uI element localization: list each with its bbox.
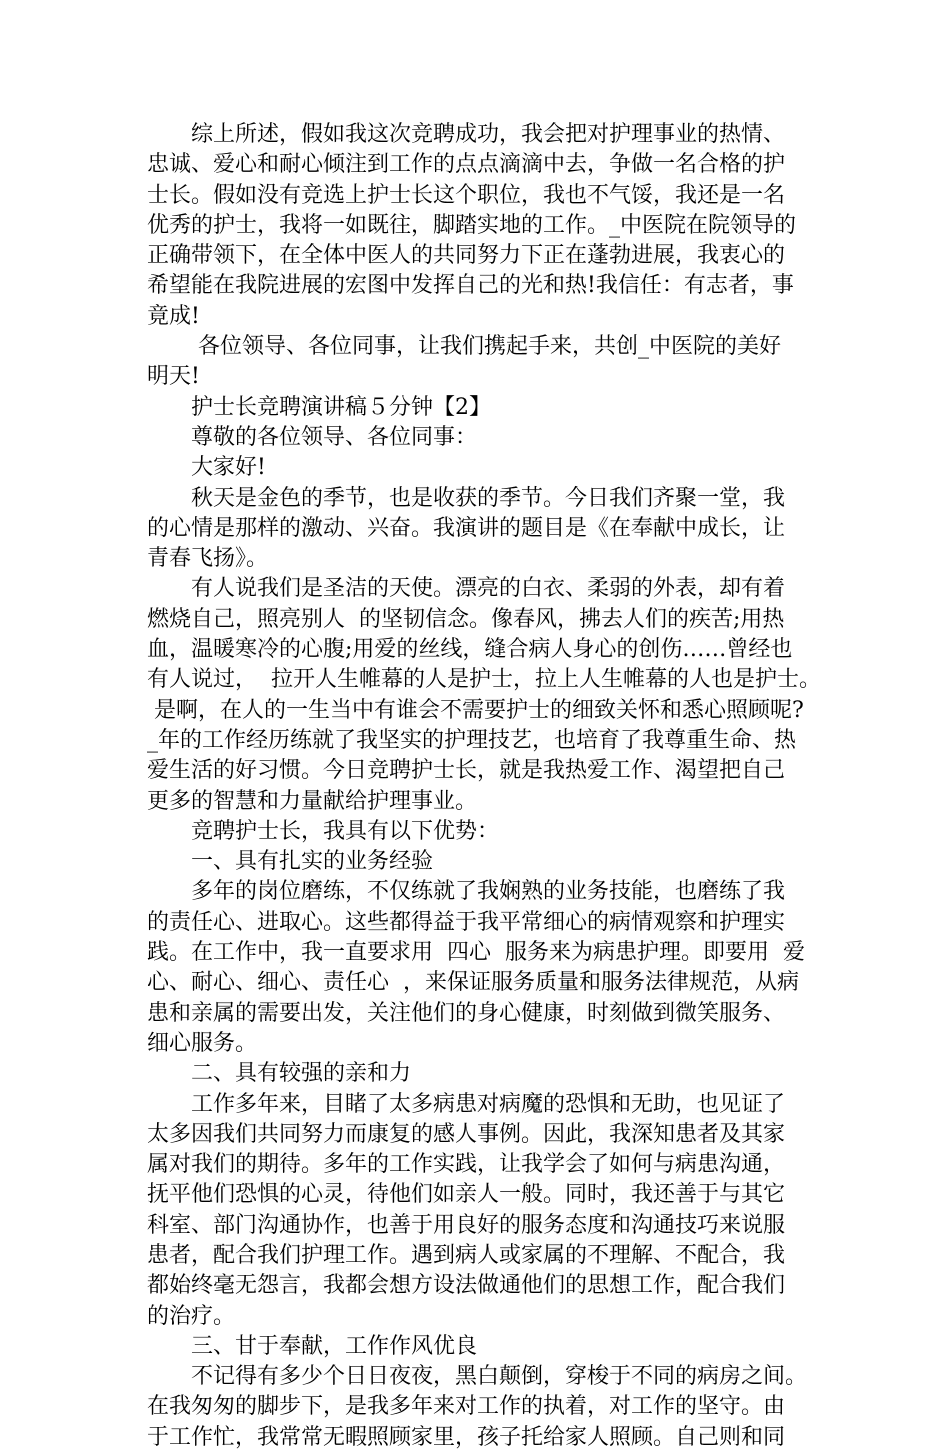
text-line: 综上所述，假如我这次竞聘成功，我会把对护理事业的热情、 (147, 122, 786, 147)
text-line: 患者，配合我们护理工作。遇到病人或家属的不理解、不配合，我 (147, 1242, 786, 1268)
text-line: 士长。假如没有竞选上护士长这个职位，我也不气馁，我还是一名 (147, 182, 786, 208)
text-line: 正确带领下，在全体中医人的共同努力下正在蓬勃进展，我衷心的 (147, 243, 786, 269)
text-line: 明天! (147, 364, 200, 390)
text-line: 尊敬的各位领导、各位同事： (147, 424, 478, 450)
text-line: 于工作忙，我常常无暇照顾家里，孩子托给家人照顾。自己则和同 (147, 1424, 786, 1450)
text-line: 心、耐心、细心、责任心 ，来保证服务质量和服务法律规范，从病 (147, 970, 799, 996)
text-line: 是啊，在人的一生当中有谁会不需要护士的细致关怀和悉心照顾呢? (147, 697, 804, 723)
text-line: 的责任心、进取心。这些都得益于我平常细心的病情观察和护理实 (147, 909, 786, 935)
text-line: _年的工作经历练就了我坚实的护理技艺，也培育了我尊重生命、热 (147, 727, 797, 753)
text-line: 的治疗。 (147, 1303, 236, 1329)
text-line: 希望能在我院进展的宏图中发挥自己的光和热!我信任：有志者，事 (147, 273, 794, 299)
text-line: 太多因我们共同努力而康复的感人事例。因此，我深知患者及其家 (147, 1121, 786, 1147)
text-line: 科室、部门沟通协作，也善于用良好的服务态度和沟通技巧来说服 (147, 1212, 786, 1238)
text-line: 属对我们的期待。多年的工作实践，让我学会了如何与病患沟通， (147, 1152, 786, 1178)
text-line: 三、甘于奉献，工作作风优良 (147, 1333, 478, 1359)
text-line: 各位领导、各位同事，让我们携起手来，共创_中医院的美好 (147, 334, 781, 360)
text-line: 优秀的护士，我将一如既往，脚踏实地的工作。_中医院在院领导的 (147, 212, 797, 238)
text-line: 竞聘护士长，我具有以下优势： (147, 818, 500, 844)
text-line: 一、具有扎实的业务经验 (147, 849, 434, 875)
text-line: 秋天是金色的季节，也是收获的季节。今日我们齐聚一堂，我 (147, 485, 786, 511)
text-line: 细心服务。 (147, 1030, 258, 1056)
text-line: 的心情是那样的激动、兴奋。我演讲的题目是《在奉献中成长，让 (147, 515, 786, 541)
text-line: 爱生活的好习惯。今日竞聘护士长，就是我热爱工作、渴望把自己 (147, 758, 786, 784)
text-line: 忠诚、爱心和耐心倾注到工作的点点滴滴中去，争做一名合格的护 (147, 152, 786, 178)
text-line: 患和亲属的需要出发，关注他们的身心健康，时刻做到微笑服务、 (147, 1000, 786, 1026)
text-line: 大家好! (147, 455, 266, 481)
text-line: 燃烧自己，照亮别人 的坚韧信念。像春风，拂去人们的疾苦;用热 (147, 606, 785, 632)
text-line: 青春飞扬》。 (147, 546, 269, 572)
text-line: 践。在工作中，我一直要求用 四心 服务来为病患护理。即要用 爱 (147, 940, 805, 966)
text-line: 二、具有较强的亲和力 (147, 1061, 412, 1087)
text-line: 在我匆匆的脚步下，是我多年来对工作的执着，对工作的坚守。由 (147, 1394, 786, 1420)
text-line: 血，温暖寒冷的心腹;用爱的丝线，缝合病人身心的创伤……曾经也 (147, 637, 793, 663)
text-line: 不记得有多少个日日夜夜，黑白颠倒，穿梭于不同的病房之间。 (147, 1364, 808, 1390)
text-line: 都始终毫无怨言，我都会想方设法做通他们的思想工作，配合我们 (147, 1273, 786, 1299)
text-line: 竟成! (147, 303, 200, 329)
text-line: 护士长竞聘演讲稿５分钟【2】 (147, 394, 491, 420)
text-line: 更多的智慧和力量献给护理事业。 (147, 788, 478, 814)
text-line: 工作多年来，目睹了太多病患对病魔的恐惧和无助，也见证了 (147, 1091, 786, 1117)
text-line: 有人说我们是圣洁的天使。漂亮的白衣、柔弱的外表，却有着 (147, 576, 786, 602)
text-line: 多年的岗位磨练，不仅练就了我娴熟的业务技能，也磨练了我 (147, 879, 786, 905)
document-body (147, 120, 827, 1453)
text-line: 抚平他们恐惧的心灵，待他们如亲人一般。同时，我还善于与其它 (147, 1182, 786, 1208)
text-line: 有人说过， 拉开人生帷幕的人是护士，拉上人生帷幕的人也是护士。 (147, 667, 821, 693)
